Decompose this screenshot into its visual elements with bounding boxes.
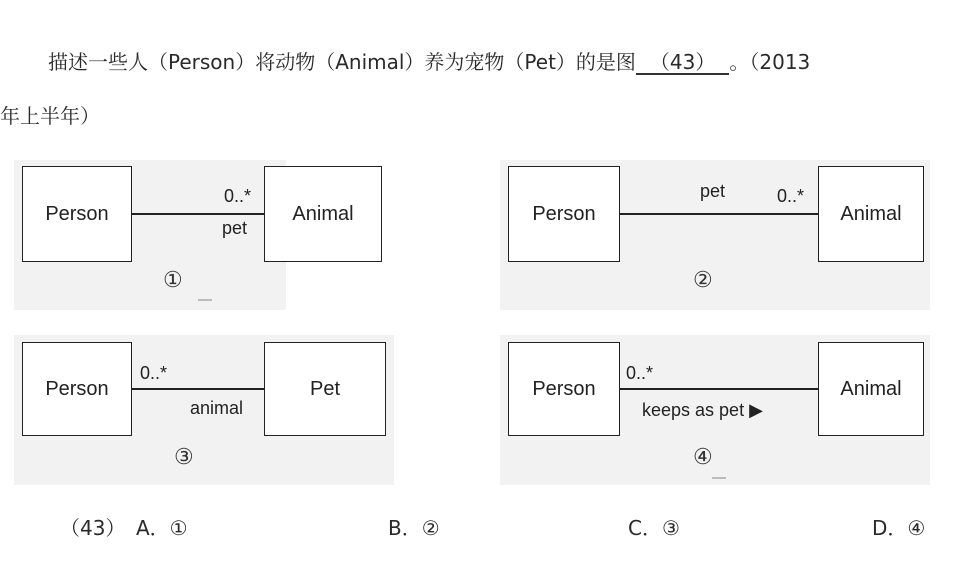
diagram-3-multiplicity: 0..* bbox=[140, 363, 168, 383]
answer-prefix: （43） bbox=[60, 516, 126, 540]
diagram-4-person-class: Person bbox=[508, 342, 620, 436]
answer-blank: （43） bbox=[636, 51, 729, 75]
option-a[interactable]: A．① bbox=[136, 516, 188, 540]
diagram-2-multiplicity: 0..* bbox=[777, 186, 805, 206]
diagram-1-association-line bbox=[132, 213, 264, 215]
diagram-3-role-label: animal bbox=[190, 398, 244, 418]
question-text-continued: 年上半年） bbox=[0, 104, 100, 128]
option-c[interactable]: C．③ bbox=[628, 516, 680, 540]
diagram-1-person-class: Person bbox=[22, 166, 132, 262]
option-b[interactable]: B．② bbox=[388, 516, 440, 540]
diagram-4-animal-class: Animal bbox=[818, 342, 924, 436]
diagram-2-person-class: Person bbox=[508, 166, 620, 262]
diagram-1-mark bbox=[198, 299, 212, 301]
diagram-3-association-line bbox=[132, 388, 264, 390]
question-prefix: 描述一些人（Person）将动物（Animal）养为宠物（Pet）的是图 bbox=[48, 50, 636, 74]
diagram-2-number: ② bbox=[693, 268, 713, 293]
diagram-3-pet-class: Pet bbox=[264, 342, 386, 436]
question-text bbox=[48, 46, 810, 75]
diagram-1-role-label: pet bbox=[222, 218, 248, 238]
option-d[interactable]: D．④ bbox=[872, 516, 926, 540]
diagram-1-multiplicity: 0..* bbox=[224, 186, 252, 206]
diagram-4-role-label: keeps as pet ▶ bbox=[642, 400, 763, 420]
diagram-1-number: ① bbox=[163, 268, 183, 293]
diagram-2-role-label: pet bbox=[700, 181, 726, 201]
diagram-1-animal-class: Animal bbox=[264, 166, 382, 262]
diagram-4-mark bbox=[712, 477, 726, 479]
diagram-4-multiplicity: 0..* bbox=[626, 363, 654, 383]
diagram-4-association-line bbox=[620, 388, 818, 390]
diagram-3-number: ③ bbox=[174, 445, 194, 470]
diagram-2-association-line bbox=[620, 213, 818, 215]
diagram-4-number: ④ bbox=[693, 445, 713, 470]
diagram-3-person-class: Person bbox=[22, 342, 132, 436]
diagram-2-animal-class: Animal bbox=[818, 166, 924, 262]
question-suffix: 。（2013 bbox=[729, 50, 811, 74]
